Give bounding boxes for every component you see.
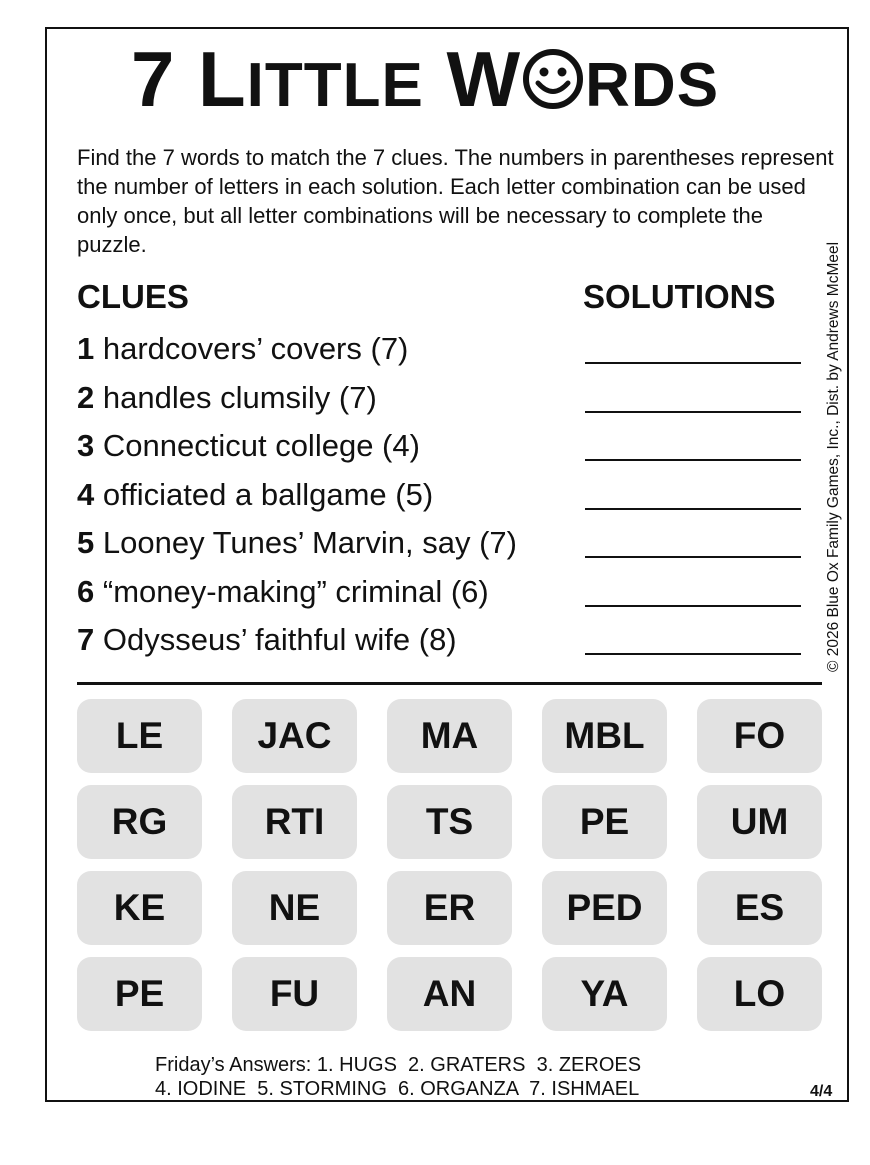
page-number: 4/4 xyxy=(810,1083,833,1100)
title-letter-l: L xyxy=(198,35,247,123)
clue-number: 4 xyxy=(77,476,95,512)
clue-number: 5 xyxy=(77,525,95,560)
clue-7 xyxy=(77,622,457,658)
letter-tile[interactable]: JAC xyxy=(232,699,357,773)
clue-2 xyxy=(77,380,377,416)
title-ittle: ITTLE xyxy=(246,51,424,120)
clue-text: officiated a ballgame (5) xyxy=(102,476,434,512)
letter-tile[interactable]: MBL xyxy=(542,699,667,773)
letter-tile[interactable]: LO xyxy=(697,957,822,1031)
copyright-credit: © 2026 Blue Ox Family Games, Inc., Dist. by Andrews McMeel xyxy=(825,241,842,672)
clue-number: 2 xyxy=(77,379,95,415)
clue-number: 1 xyxy=(77,331,95,366)
clue-text: handles clumsily (7) xyxy=(102,379,377,415)
clue-number: 7 xyxy=(77,622,95,657)
letter-tile[interactable]: NE xyxy=(232,871,357,945)
smiley-face-icon xyxy=(522,48,584,110)
solution-blank-2[interactable] xyxy=(585,411,801,413)
clue-text: “money-making” criminal (6) xyxy=(102,573,489,609)
letter-tile[interactable]: AN xyxy=(387,957,512,1031)
letter-tile[interactable]: YA xyxy=(542,957,667,1031)
letter-tile[interactable]: UM xyxy=(697,785,822,859)
clue-1 xyxy=(77,331,408,367)
letter-tile[interactable]: TS xyxy=(387,785,512,859)
clue-number: 3 xyxy=(77,428,95,463)
letter-tile[interactable]: RG xyxy=(77,785,202,859)
title-letter-w: W xyxy=(446,35,522,123)
clue-6 xyxy=(77,574,489,610)
clue-5 xyxy=(77,525,517,561)
previous-answers xyxy=(155,1053,641,1101)
letter-tile[interactable]: PE xyxy=(77,957,202,1031)
solution-blank-7[interactable] xyxy=(585,653,801,655)
solution-blank-1[interactable] xyxy=(585,362,801,364)
clue-text: Connecticut college (4) xyxy=(102,428,420,463)
solution-blank-5[interactable] xyxy=(585,556,801,558)
clue-text: Looney Tunes’ Marvin, say (7) xyxy=(102,525,517,560)
clue-text: hardcovers’ covers (7) xyxy=(102,331,409,366)
divider xyxy=(77,682,822,685)
letter-tile[interactable]: RTI xyxy=(232,785,357,859)
letter-tile[interactable]: ER xyxy=(387,871,512,945)
clue-number: 6 xyxy=(77,573,95,609)
clues-header: CLUES xyxy=(77,278,189,315)
title-number: 7 xyxy=(130,35,176,123)
letter-tile[interactable]: KE xyxy=(77,871,202,945)
letter-tile[interactable]: FU xyxy=(232,957,357,1031)
letter-tile[interactable]: LE xyxy=(77,699,202,773)
solution-blank-6[interactable] xyxy=(585,605,801,607)
puzzle-title xyxy=(0,35,850,123)
clue-text: Odysseus’ faithful wife (8) xyxy=(102,622,457,657)
clue-4 xyxy=(77,477,433,513)
answers-line-1: Friday’s Answers: 1. HUGS 2. GRATERS 3. ZEROES xyxy=(155,1054,642,1076)
solution-blank-4[interactable] xyxy=(585,508,801,510)
letter-tile[interactable]: PED xyxy=(542,871,667,945)
solutions-header: SOLUTIONS xyxy=(583,278,776,315)
letter-tile[interactable]: MA xyxy=(387,699,512,773)
letter-tile[interactable]: ES xyxy=(697,871,822,945)
clue-3 xyxy=(77,428,420,464)
letter-tile[interactable]: PE xyxy=(542,785,667,859)
title-rds: RDS xyxy=(585,51,720,120)
answers-line-2: 4. IODINE 5. STORMING 6. ORGANZA 7. ISHMAEL xyxy=(155,1078,640,1100)
letter-tile[interactable]: FO xyxy=(697,699,822,773)
solution-blank-3[interactable] xyxy=(585,459,801,461)
instructions: Find the 7 words to match the 7 clues. The numbers in parentheses represent the number of letters in each solution. Each letter combination can be used only once, but all letter combinations will be necessary to complete the puzzle. xyxy=(77,145,834,257)
